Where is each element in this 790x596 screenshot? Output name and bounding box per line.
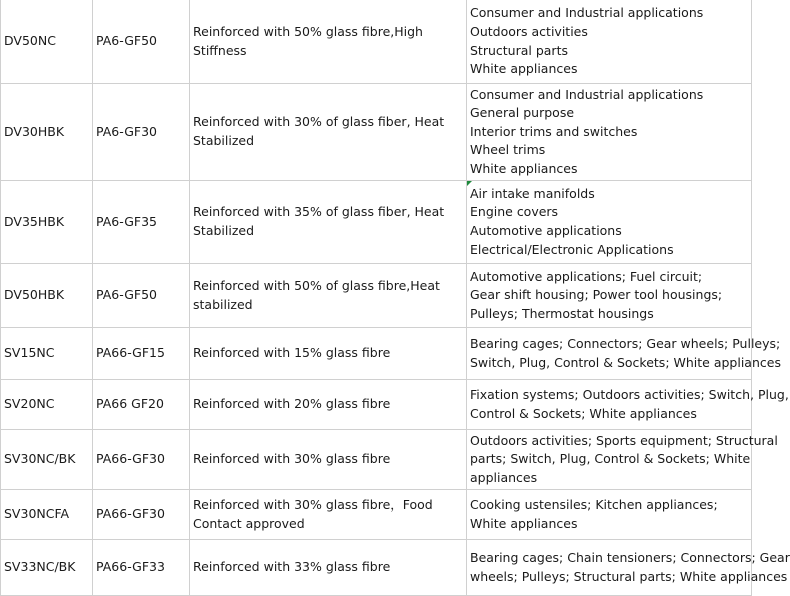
material-grade-cell[interactable]: PA66-GF30 [93, 490, 190, 540]
application-line: White appliances [470, 61, 578, 77]
description-cell[interactable]: Reinforced with 35% of glass fiber, Heat Stabilized [190, 181, 467, 264]
material-grade-cell[interactable]: PA6-GF50 [93, 264, 190, 328]
description-cell[interactable]: Reinforced with 30% of glass fiber, Heat Stabilized [190, 84, 467, 181]
table-row [1, 0, 752, 84]
application-line: White appliances [470, 515, 578, 531]
applications-cell[interactable] [467, 264, 752, 328]
application-line: Engine covers [470, 204, 559, 220]
application-line: Consumer and Industrial applications [470, 86, 704, 102]
application-line: White appliances [470, 160, 578, 176]
material-grade-cell[interactable]: PA6-GF30 [93, 84, 190, 181]
applications-cell[interactable] [467, 490, 752, 540]
product-code-cell[interactable]: SV20NC [1, 380, 93, 430]
application-line: Fixation systems; Outdoors activities; Switch, Plug, [470, 386, 789, 402]
product-code-cell[interactable]: DV50NC [1, 0, 93, 84]
application-line: Bearing cages; Connectors; Gear wheels; Pulleys; [470, 335, 781, 351]
table-row [1, 84, 752, 181]
application-line: Automotive applications [470, 223, 622, 238]
product-code-cell[interactable]: SV30NC/BK [1, 430, 93, 490]
applications-cell[interactable] [467, 328, 781, 380]
applications-cell[interactable] [467, 181, 752, 264]
application-line: parts; Switch, Plug, Control & Sockets; White [470, 451, 751, 467]
material-grade-cell[interactable]: PA66-GF30 [93, 430, 190, 490]
material-grade-cell[interactable]: PA66-GF15 [93, 328, 190, 380]
description-cell[interactable]: Reinforced with 50% glass fibre,High Stiffness [190, 0, 467, 84]
application-line: Pulleys; Thermostat housings [470, 305, 654, 321]
product-code-cell[interactable]: DV30HBK [1, 84, 93, 181]
product-code-cell[interactable]: DV35HBK [1, 181, 93, 264]
applications-cell[interactable] [467, 0, 752, 84]
table-row [1, 540, 752, 596]
applications-cell[interactable] [467, 84, 752, 181]
table-row [1, 380, 752, 430]
application-line: Structural parts [470, 42, 568, 58]
product-code-cell[interactable]: SV15NC [1, 328, 93, 380]
product-code-cell[interactable]: SV33NC/BK [1, 540, 93, 596]
application-line: Outdoors activities [470, 23, 588, 39]
application-line: Cooking ustensiles; Kitchen appliances; [470, 496, 718, 512]
application-line: Gear shift housing; Power tool housings; [470, 287, 723, 303]
applications-cell[interactable] [467, 380, 789, 430]
description-cell[interactable]: Reinforced with 20% glass fibre [190, 380, 467, 430]
material-grade-cell[interactable]: PA6-GF50 [93, 0, 190, 84]
table-row [1, 264, 752, 328]
comment-marker [467, 181, 472, 186]
application-line: Consumer and Industrial applications [470, 5, 704, 21]
application-line: Automotive applications; Fuel circuit; [470, 268, 703, 284]
table-row [1, 430, 752, 490]
applications-cell[interactable] [467, 430, 778, 490]
product-code-cell[interactable]: DV50HBK [1, 264, 93, 328]
application-line: General purpose [470, 105, 575, 121]
description-cell[interactable]: Reinforced with 30% glass fibre [190, 430, 467, 490]
description-cell[interactable]: Reinforced with 30% glass fibre，Food Contact approved [190, 490, 467, 540]
application-line: Electrical/Electronic Applications [470, 241, 674, 257]
application-line: Wheel trims [470, 142, 546, 158]
application-line: wheels; Pulleys; Structural parts; White appliances [470, 568, 788, 584]
description-cell[interactable]: Reinforced with 50% of glass fibre,Heat stabilized [190, 264, 467, 328]
application-line: Bearing cages; Chain tensioners; Connectors; Gear [470, 549, 790, 565]
application-line: Control & Sockets; White appliances [470, 405, 697, 421]
material-grade-cell[interactable]: PA6-GF35 [93, 181, 190, 264]
application-line: Interior trims and switches [470, 123, 638, 139]
table-row [1, 490, 752, 540]
product-code-cell[interactable]: SV30NCFA [1, 490, 93, 540]
application-line: appliances [470, 469, 538, 485]
material-grade-cell[interactable]: PA66 GF20 [93, 380, 190, 430]
description-cell[interactable]: Reinforced with 33% glass fibre [190, 540, 467, 596]
table-row [1, 181, 752, 264]
table-row [1, 328, 752, 380]
application-line: Air intake manifolds [470, 185, 595, 201]
applications-cell[interactable] [467, 540, 790, 596]
material-grade-cell[interactable]: PA66-GF33 [93, 540, 190, 596]
description-cell[interactable]: Reinforced with 15% glass fibre [190, 328, 467, 380]
application-line: Switch, Plug, Control & Sockets; White appliances [470, 354, 781, 370]
application-line: Outdoors activities; Sports equipment; Structural [470, 432, 778, 448]
